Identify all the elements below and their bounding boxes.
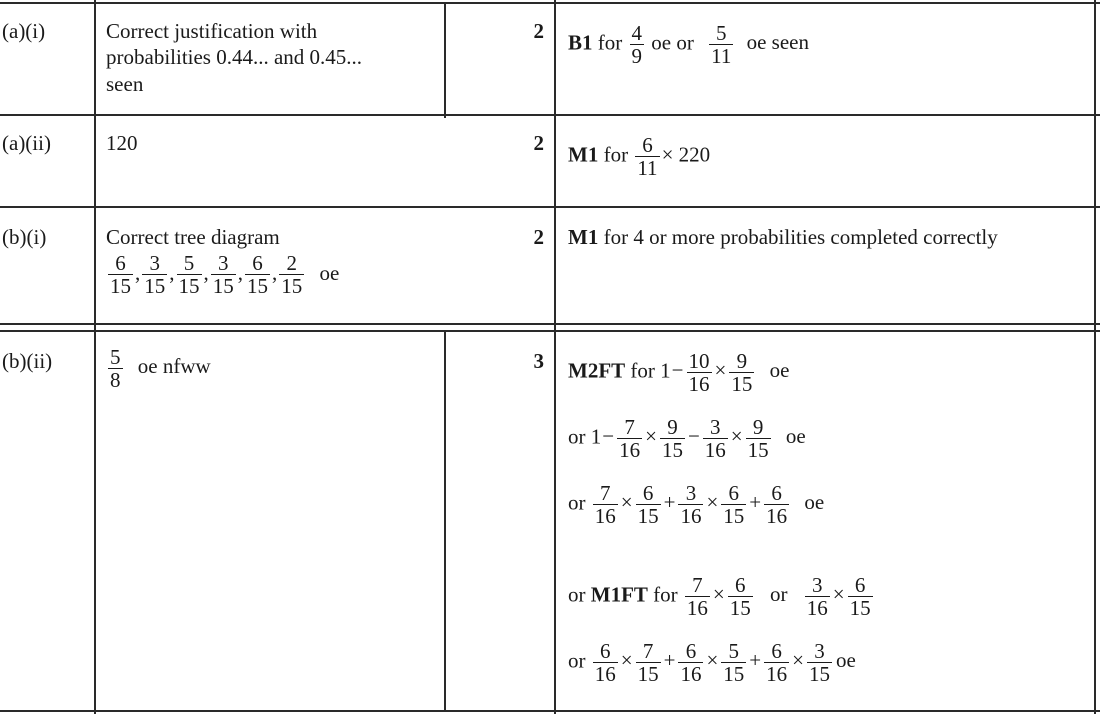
answer-cell: [106, 18, 362, 97]
fraction: $\frac{3}{16}$: [704, 415, 726, 463]
guidance-text: or: [568, 424, 586, 449]
marks-value: 2: [533, 19, 544, 43]
guidance-text: × 220: [661, 142, 711, 167]
part-label: (b)(ii): [2, 349, 53, 373]
answer-line: Correct tree diagram: [106, 225, 280, 249]
table-bottom-border: [0, 710, 1100, 712]
fraction: $\frac{7}{15}$: [637, 639, 659, 687]
marks-value: 2: [533, 225, 544, 249]
guidance-text: oe: [785, 424, 806, 449]
guidance-cell: [568, 134, 710, 179]
fraction: $\frac{6}{16}$: [766, 639, 788, 687]
answer-fraction-list: $\frac{6}{15}$ , $\frac{3}{15}$ , $\frac{5}{15}$ , $\frac{3}{15}$ , $\frac{6}{15}$ , $\frac{2}{15}$ oe: [110, 251, 340, 299]
mark-code: M1: [568, 142, 599, 167]
fraction: $\frac{6}{15}$: [723, 481, 745, 529]
fraction: $\frac{9}{15}$: [747, 415, 769, 463]
fraction: $\frac{5}{15}$: [723, 639, 745, 687]
fraction: $\frac{3}{15}$: [144, 251, 166, 299]
fraction: $\frac{5}{11}$: [711, 21, 732, 69]
answer-suffix: oe nfww: [137, 354, 211, 379]
guidance-text: for: [597, 30, 623, 55]
guidance-text: for 1: [630, 358, 671, 383]
fraction: $\frac{4}{9}$: [631, 21, 643, 69]
guidance-text: or: [568, 582, 586, 607]
guidance-cell: [568, 224, 998, 250]
guidance-text: or: [568, 490, 586, 515]
guidance-text: 1: [590, 424, 602, 449]
fraction: $\frac{7}{16}$: [619, 415, 641, 463]
answer-cell: [106, 346, 211, 391]
fraction: $\frac{6}{11}$: [637, 133, 658, 181]
mark-code: M2FT: [568, 358, 626, 383]
fraction: $\frac{5}{15}$: [178, 251, 200, 299]
guidance-line: M2FT for 1− $\frac{10}{16}$ × $\frac{9}{15}$ oe: [568, 349, 790, 397]
fraction: $\frac{6}{15}$: [637, 481, 659, 529]
guidance-line: or M1FT for $\frac{7}{16}$ × $\frac{6}{15}$ or $\frac{3}{16}$ × $\frac{6}{15}$: [568, 573, 871, 621]
mark-code: M1: [568, 225, 599, 249]
fraction: $\frac{9}{15}$: [661, 415, 683, 463]
fraction: $\frac{10}{16}$: [688, 349, 710, 397]
guidance-cell: [568, 22, 809, 67]
column-divider-part: [94, 0, 96, 714]
table-border-row3b: [0, 330, 1100, 332]
part-label: (a)(i): [2, 19, 46, 43]
answer-line: Correct justification with: [106, 19, 318, 43]
fraction: $\frac{3}{15}$: [212, 251, 234, 299]
column-divider-answer-2: [444, 330, 446, 710]
guidance-text: oe: [835, 648, 856, 673]
mark-code: M1FT: [590, 582, 648, 607]
table-border-row2: [0, 206, 1100, 208]
fraction: $\frac{3}{16}$: [806, 573, 828, 621]
fraction: $\frac{6}{15}$: [729, 573, 751, 621]
guidance-text: oe seen: [746, 30, 809, 55]
part-label: (b)(i): [2, 225, 47, 249]
guidance-text: oe: [804, 490, 825, 515]
fraction: $\frac{3}{15}$: [808, 639, 830, 687]
fraction: $\frac{9}{15}$: [731, 349, 753, 397]
guidance-text: or: [770, 582, 788, 607]
table-right-border: [1094, 0, 1096, 714]
guidance-line: or $\frac{6}{16}$ × $\frac{7}{15}$ + $\frac{6}{16}$ × $\frac{5}{15}$ + $\frac{6}{16}$ × $\frac{3}{15}$ oe: [568, 639, 856, 687]
marks-value: 3: [533, 349, 544, 373]
answer-cell: 120: [106, 131, 138, 155]
fraction: $\frac{5}{8}$: [110, 345, 121, 393]
guidance-text: for: [603, 142, 629, 167]
table-border-row1: [0, 114, 1100, 116]
fraction: $\frac{3}{16}$: [680, 481, 702, 529]
guidance-text: oe or: [651, 30, 694, 55]
table-border-row3a: [0, 323, 1100, 325]
guidance-text: for: [653, 582, 678, 607]
fraction: $\frac{2}{15}$: [281, 251, 303, 299]
fraction: $\frac{6}{15}$: [110, 251, 131, 299]
guidance-line: or 1− $\frac{7}{16}$ × $\frac{9}{15}$ − $\frac{3}{16}$ × $\frac{9}{15}$ oe: [568, 415, 806, 463]
fraction: $\frac{6}{16}$: [594, 639, 616, 687]
answer-line: seen: [106, 71, 144, 96]
part-label: (a)(ii): [2, 131, 51, 155]
fraction: $\frac{7}{16}$: [594, 481, 616, 529]
mark-code: B1: [568, 30, 593, 55]
table-top-border: [0, 2, 1100, 4]
guidance-line: or $\frac{7}{16}$ × $\frac{6}{15}$ + $\frac{3}{16}$ × $\frac{6}{15}$ + $\frac{6}{16}$ oe: [568, 481, 825, 529]
answer-line: probabilities 0.44... and 0.45...: [106, 45, 363, 70]
marks-value: 2: [533, 131, 544, 155]
guidance-text: or: [568, 648, 586, 673]
answer-cell: [106, 224, 339, 297]
fraction: $\frac{6}{15}$: [247, 251, 268, 299]
fraction: $\frac{6}{16}$: [680, 639, 702, 687]
fraction: $\frac{7}{16}$: [686, 573, 708, 621]
answer-suffix: oe: [319, 260, 340, 285]
column-divider-answer: [444, 2, 446, 118]
fraction: $\frac{6}{16}$: [766, 481, 788, 529]
fraction: $\frac{6}{15}$: [849, 573, 871, 621]
guidance-text: oe: [769, 358, 790, 383]
column-divider-marks: [554, 0, 556, 714]
guidance-text: for 4 or more probabilities completed correctly: [603, 225, 998, 249]
